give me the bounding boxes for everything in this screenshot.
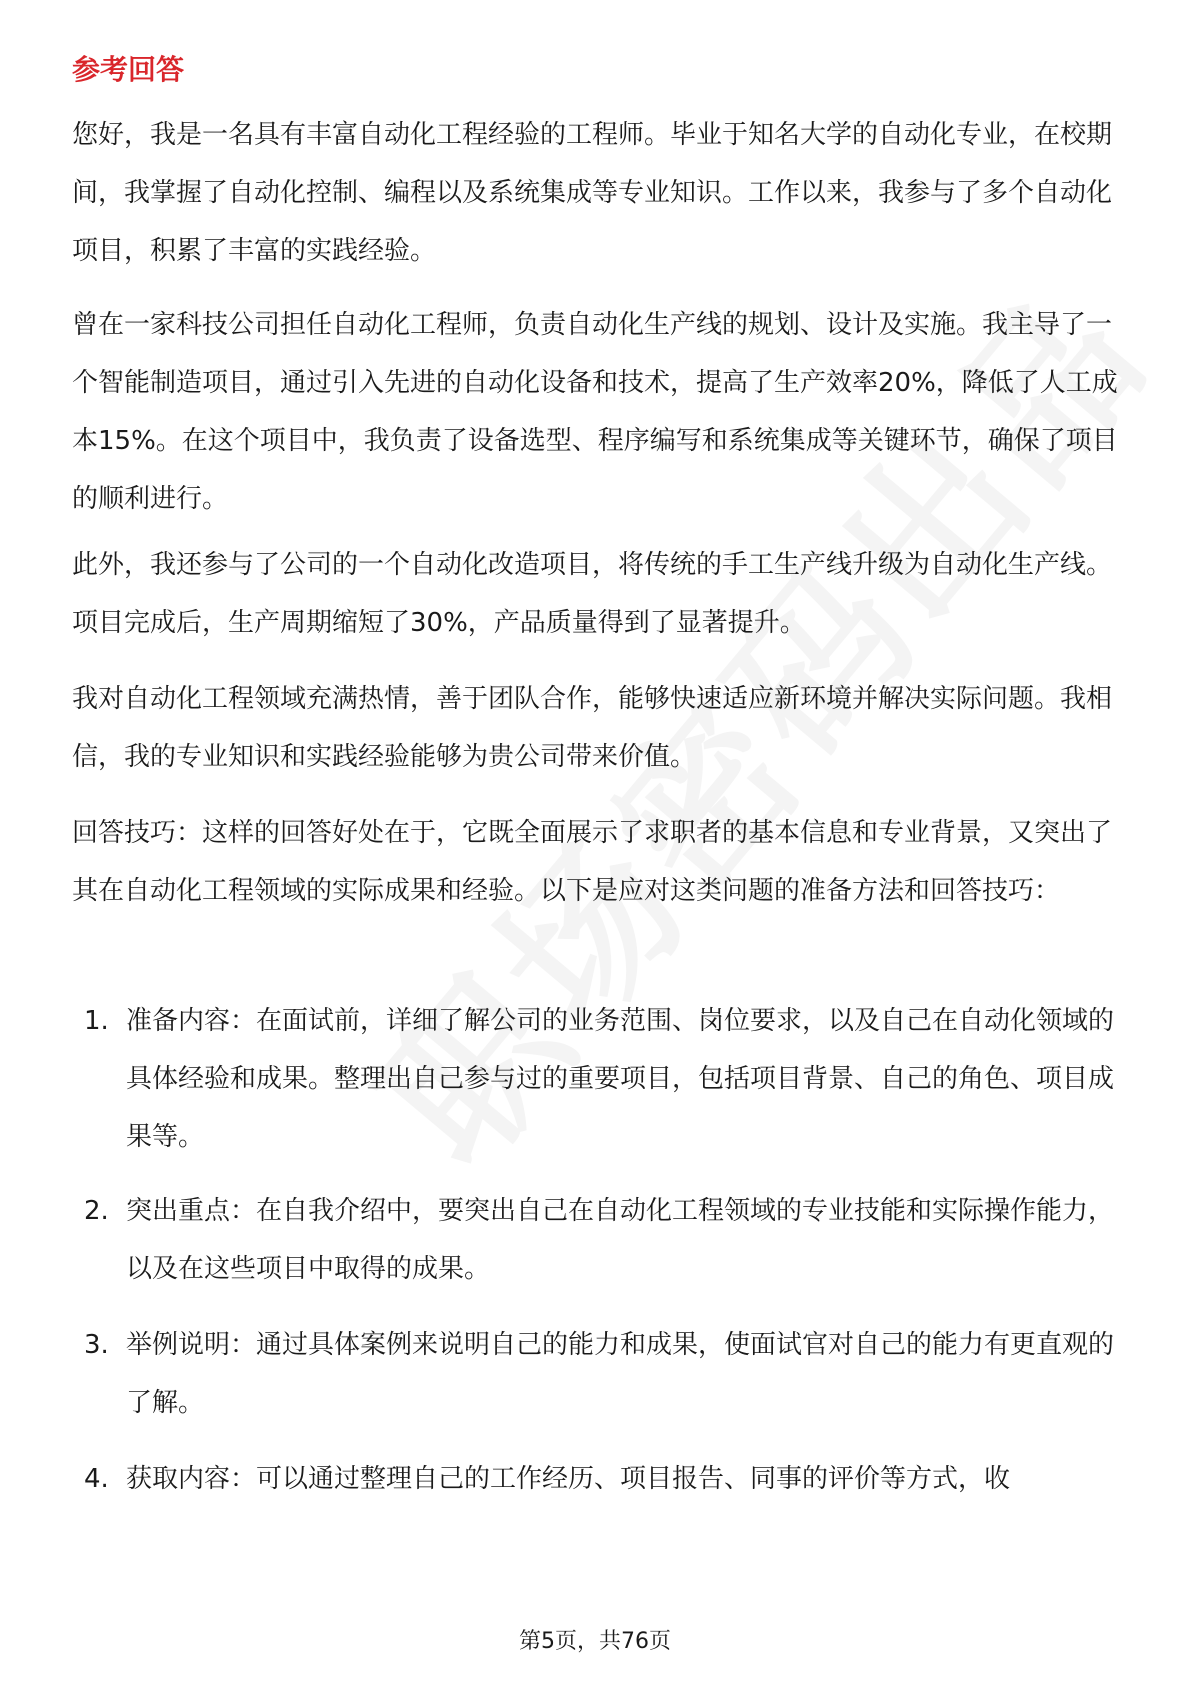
list-item — [72, 992, 1118, 1166]
paragraph-passion: 我对自动化工程领域充满热情，善于团队合作，能够快速适应新环境并解决实际问题。我相信，我的专业知识和实践经验能够为贵公司带来价值。 — [72, 684, 1113, 772]
paragraph-experience: 曾在一家科技公司担任自动化工程师，负责自动化生产线的规划、设计及实施。我主导了一个智能制造项目，通过引入先进的自动化设备和技术，提高了生产效率20%，降低了人工成本15%。在这个项目中，我负责了设备选型、程序编写和系统集成等关键环节，确保了项目的顺利进行。 — [72, 310, 1118, 514]
list-text: 准备内容：在面试前，详细了解公司的业务范围、岗位要求，以及自己在自动化领域的具体经验和成果。整理出自己参与过的重要项目，包括项目背景、自己的角色、项目成果等。 — [126, 1006, 1115, 1152]
list-item — [72, 1182, 1118, 1298]
list-text: 举例说明：通过具体案例来说明自己的能力和成果，使面试官对自己的能力有更直观的了解。 — [126, 1330, 1115, 1418]
paragraph-intro: 您好，我是一名具有丰富自动化工程经验的工程师。毕业于知名大学的自动化专业，在校期间，我掌握了自动化控制、编程以及系统集成等专业知识。工作以来，我参与了多个自动化项目，积累了丰富的实践经验。 — [72, 120, 1113, 266]
paragraph-tips: 回答技巧：这样的回答好处在于，它既全面展示了求职者的基本信息和专业背景，又突出了其在自动化工程领域的实际成果和经验。以下是应对这类问题的准备方法和回答技巧： — [72, 818, 1113, 906]
section-heading: 参考回答 — [72, 53, 185, 86]
list-item — [72, 1316, 1118, 1432]
list-number: 2. — [84, 1196, 109, 1226]
list-item — [72, 1450, 1118, 1508]
page-number: 第5页，共76页 — [519, 1629, 671, 1654]
list-number: 1. — [84, 1006, 109, 1036]
list-number: 3. — [84, 1330, 109, 1360]
paragraph-additional: 此外，我还参与了公司的一个自动化改造项目，将传统的手工生产线升级为自动化生产线。项目完成后，生产周期缩短了30%，产品质量得到了显著提升。 — [72, 550, 1113, 638]
list-text: 获取内容：可以通过整理自己的工作经历、项目报告、同事的评价等方式，收 — [126, 1464, 1011, 1494]
list-number: 4. — [84, 1464, 109, 1494]
list-text: 突出重点：在自我介绍中，要突出自己在自动化工程领域的专业技能和实际操作能力，以及在这些项目中取得的成果。 — [126, 1196, 1115, 1284]
